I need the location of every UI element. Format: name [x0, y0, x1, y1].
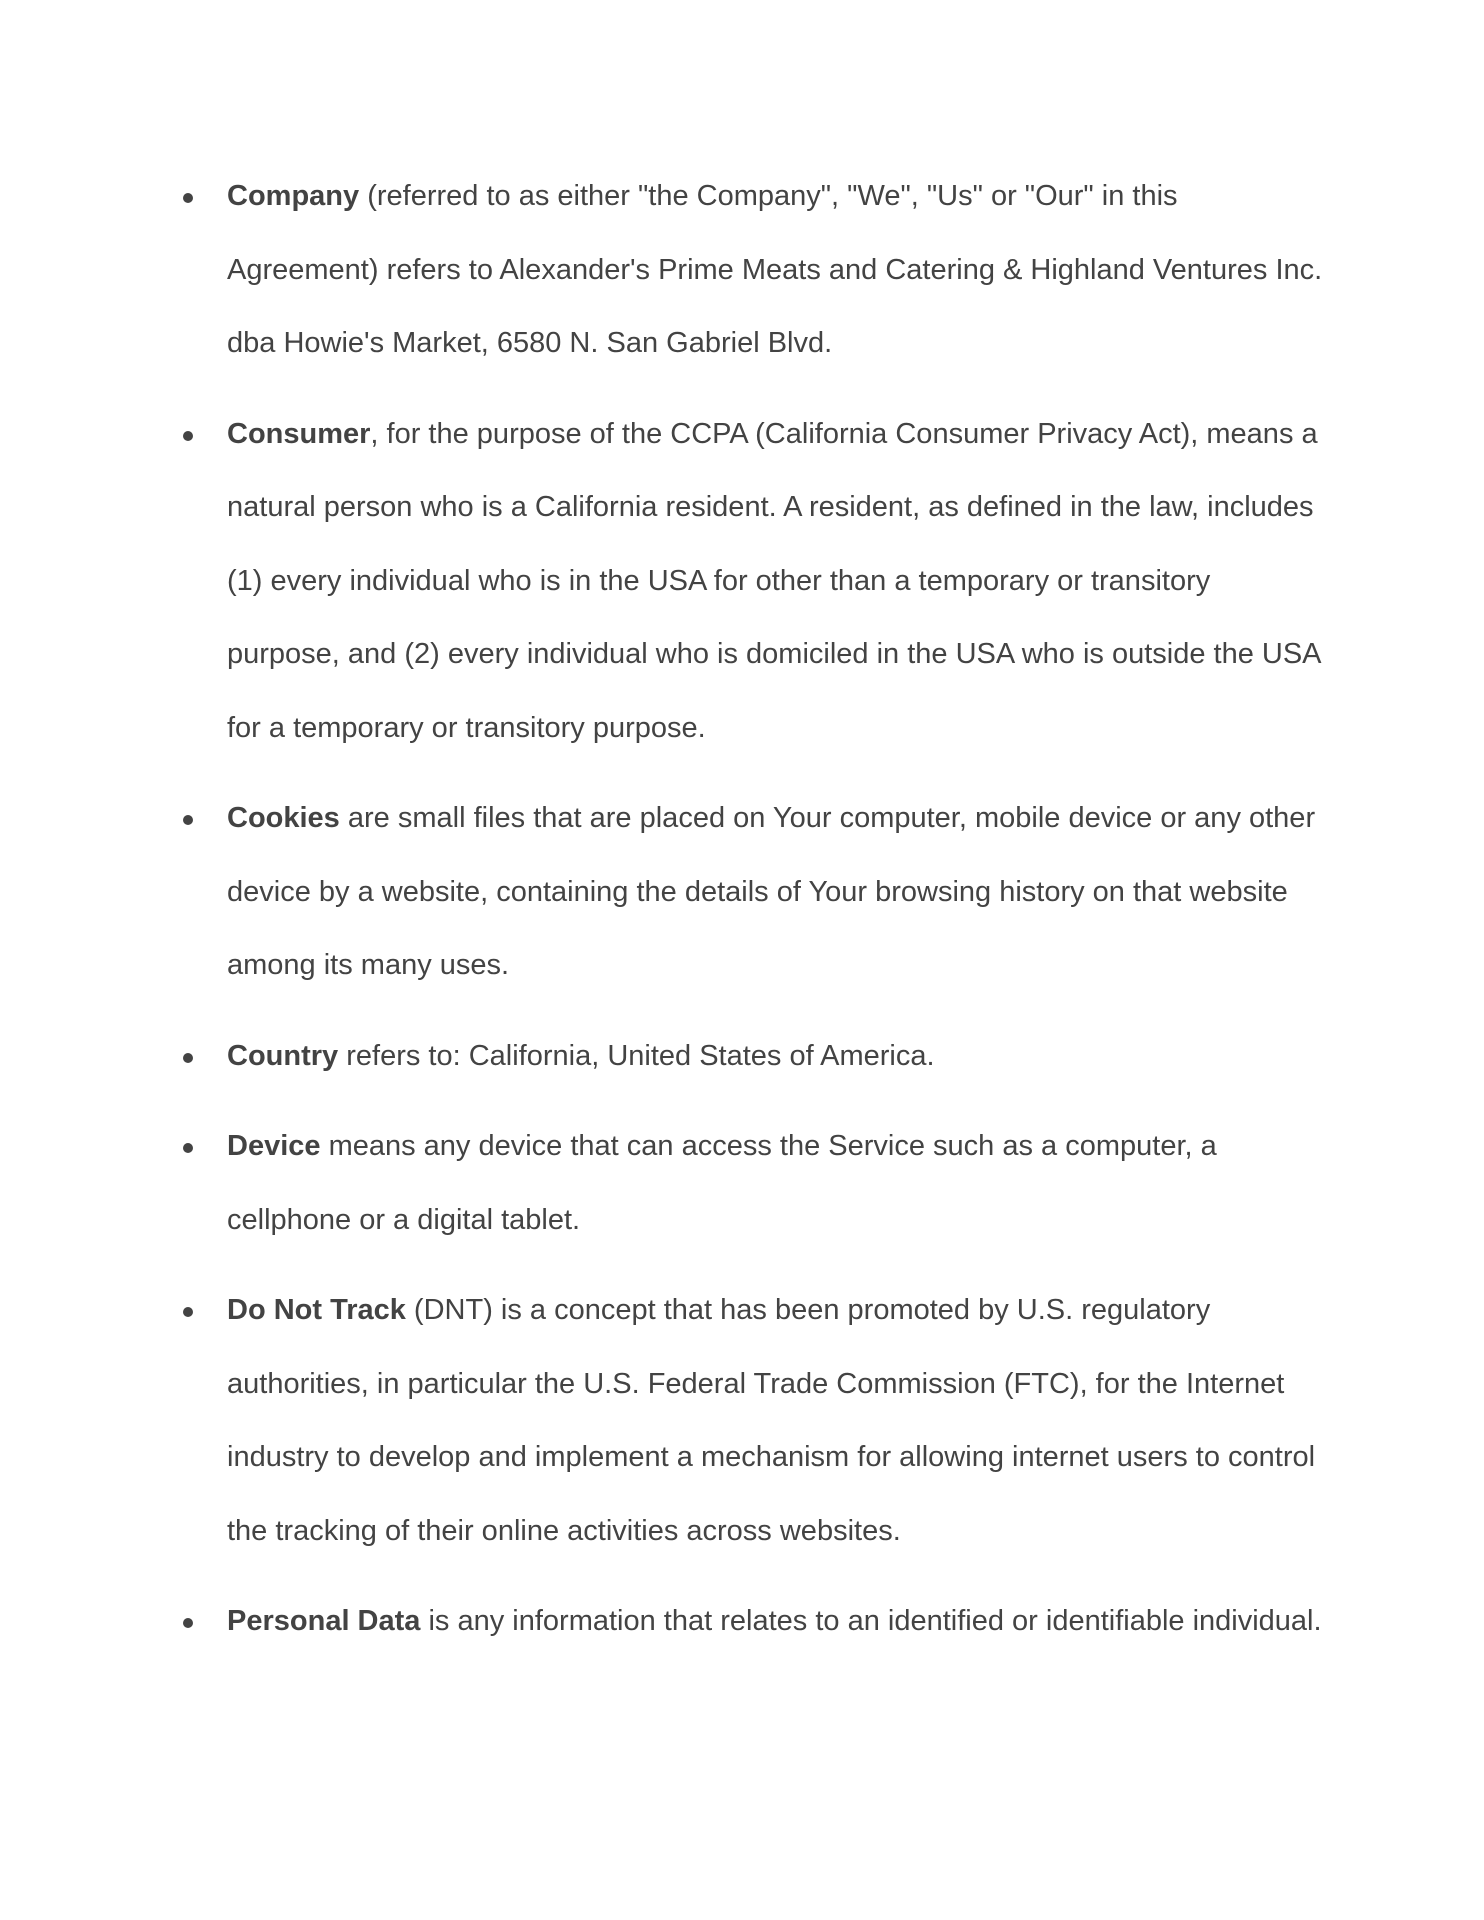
definition-term: Do Not Track — [227, 1294, 406, 1326]
definition-text: (DNT) is a concept that has been promoted by U.S. regulatory authorities, in particular the U.S. Federal Trade Commission (FTC), for the Internet industry to develop and implement a mechanism for allowing internet users to control the tracking of their online activities across websites. — [227, 1294, 1316, 1547]
definition-item-consumer — [227, 398, 1327, 766]
definition-text: , for the purpose of the CCPA (California Consumer Privacy Act), means a natural person who is a California resident. A resident, as defined in the law, includes (1) every individual who is in the USA for other than a temporary or transitory purpose, and (2) every individual who is domiciled in the USA who is outside the USA for a temporary or transitory purpose. — [227, 417, 1320, 744]
definition-term: Consumer — [227, 417, 371, 450]
bullet-icon — [183, 1307, 193, 1317]
bullet-icon — [183, 815, 193, 825]
definition-item-country — [227, 1020, 1327, 1094]
definition-text: refers to: California, United States of America. — [338, 1039, 935, 1072]
definition-text: (referred to as either "the Company", "We", "Us" or "Our" in this Agreement) refers to Alexander's Prime Meats and Catering & Highland Ventures Inc. dba Howie's Market, 6580 N. San Gabriel Blvd. — [227, 180, 1323, 359]
definition-term: Device — [227, 1130, 321, 1162]
definition-term: Country — [227, 1039, 339, 1072]
definition-term: Company — [227, 180, 360, 212]
definition-item-personal-data — [227, 1585, 1327, 1659]
definition-item-cookies — [227, 782, 1327, 1003]
definitions-list — [227, 160, 1327, 1676]
definition-item-do-not-track — [227, 1274, 1327, 1568]
definition-term: Cookies — [227, 802, 340, 834]
bullet-icon — [183, 1618, 193, 1628]
bullet-icon — [183, 1143, 193, 1153]
definition-term: Personal Data — [227, 1605, 421, 1637]
definition-text: means any device that can access the Service such as a computer, a cellphone or a digital tablet. — [227, 1130, 1217, 1236]
definition-text: are small files that are placed on Your computer, mobile device or any other device by a website, containing the details of Your browsing history on that website among its many uses. — [227, 802, 1316, 981]
bullet-icon — [183, 1053, 193, 1063]
bullet-icon — [183, 193, 193, 203]
bullet-icon — [183, 431, 193, 441]
definition-item-company — [227, 160, 1327, 381]
definition-text: is any information that relates to an identified or identifiable individual. — [420, 1605, 1322, 1637]
definition-item-device — [227, 1110, 1327, 1257]
